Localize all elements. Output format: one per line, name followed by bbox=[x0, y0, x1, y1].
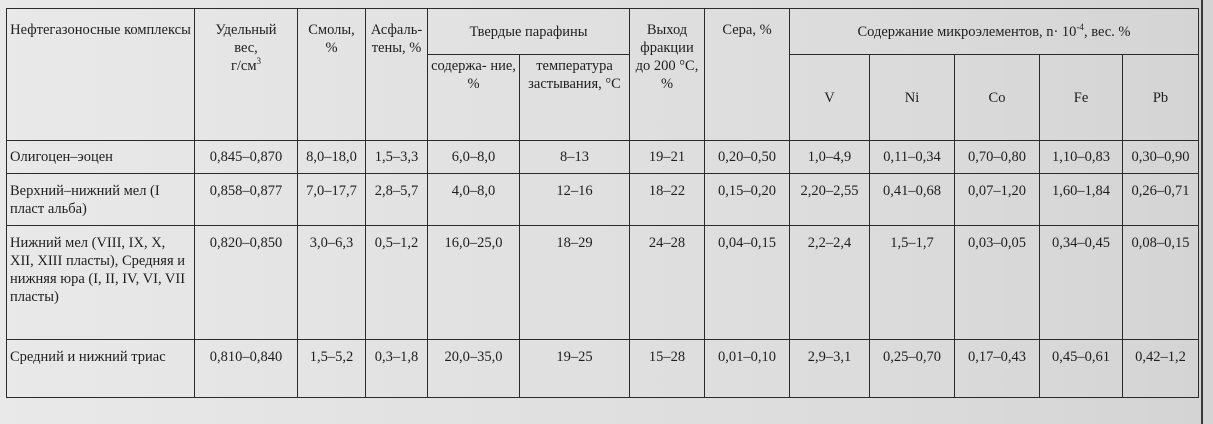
header-specific-weight bbox=[195, 9, 298, 141]
cell-resins: 3,0–6,3 bbox=[298, 226, 366, 340]
cell-fraction-yield: 19–21 bbox=[630, 141, 705, 174]
cell-v: 1,0–4,9 bbox=[790, 141, 870, 174]
cell-asphaltenes: 0,5–1,2 bbox=[366, 226, 428, 340]
cell-sulfur: 0,01–0,10 bbox=[705, 340, 790, 398]
cell-complex: Средний и нижний триас bbox=[7, 340, 195, 398]
cell-sulfur: 0,15–0,20 bbox=[705, 174, 790, 226]
cell-ni: 1,5–1,7 bbox=[870, 226, 955, 340]
cell-asphaltenes: 1,5–3,3 bbox=[366, 141, 428, 174]
header-element-pb: Pb bbox=[1123, 55, 1199, 141]
page-edge-line bbox=[1201, 0, 1203, 424]
cell-ni: 0,41–0,68 bbox=[870, 174, 955, 226]
header-element-co: Co bbox=[955, 55, 1040, 141]
cell-solidification-temp: 18–29 bbox=[520, 226, 630, 340]
cell-specific-weight: 0,858–0,877 bbox=[195, 174, 298, 226]
cell-v: 2,9–3,1 bbox=[790, 340, 870, 398]
header-fraction-yield: Выход фракции до 200 °С, % bbox=[630, 9, 705, 141]
header-element-ni: Ni bbox=[870, 55, 955, 141]
cell-co: 0,07–1,20 bbox=[955, 174, 1040, 226]
header-specific-weight-sup: 3 bbox=[256, 56, 262, 67]
header-sulfur: Сера, % bbox=[705, 9, 790, 141]
header-microelements bbox=[790, 9, 1199, 55]
cell-pb: 0,08–0,15 bbox=[1123, 226, 1199, 340]
oil-properties-table bbox=[6, 8, 1199, 398]
header-microelements-prefix: Содержание микроэлементов, n· 10 bbox=[857, 23, 1077, 40]
header-element-v: V bbox=[790, 55, 870, 141]
cell-complex: Олигоцен–эоцен bbox=[7, 141, 195, 174]
cell-fe: 0,45–0,61 bbox=[1040, 340, 1123, 398]
cell-fe: 0,34–0,45 bbox=[1040, 226, 1123, 340]
cell-paraffin-content: 4,0–8,0 bbox=[428, 174, 520, 226]
table-row bbox=[7, 340, 1199, 398]
cell-complex: Верхний–нижний мел (I пласт альба) bbox=[7, 174, 195, 226]
table-row bbox=[7, 174, 1199, 226]
cell-asphaltenes: 2,8–5,7 bbox=[366, 174, 428, 226]
header-resins: Смолы, % bbox=[298, 9, 366, 141]
cell-paraffin-content: 6,0–8,0 bbox=[428, 141, 520, 174]
header-solidification-temp: температура застывания, °С bbox=[520, 55, 630, 141]
cell-pb: 0,42–1,2 bbox=[1123, 340, 1199, 398]
header-microelements-suffix: , вес. % bbox=[1083, 23, 1131, 40]
cell-ni: 0,11–0,34 bbox=[870, 141, 955, 174]
cell-fraction-yield: 18–22 bbox=[630, 174, 705, 226]
header-solid-paraffins: Твердые парафины bbox=[428, 9, 630, 55]
cell-v: 2,20–2,55 bbox=[790, 174, 870, 226]
cell-solidification-temp: 12–16 bbox=[520, 174, 630, 226]
cell-fraction-yield: 15–28 bbox=[630, 340, 705, 398]
cell-solidification-temp: 8–13 bbox=[520, 141, 630, 174]
header-specific-weight-text: Удельный вес, г/см bbox=[215, 22, 277, 74]
cell-ni: 0,25–0,70 bbox=[870, 340, 955, 398]
cell-sulfur: 0,20–0,50 bbox=[705, 141, 790, 174]
cell-pb: 0,30–0,90 bbox=[1123, 141, 1199, 174]
header-paraffin-content: содержа- ние, % bbox=[428, 55, 520, 141]
cell-specific-weight: 0,845–0,870 bbox=[195, 141, 298, 174]
cell-fe: 1,60–1,84 bbox=[1040, 174, 1123, 226]
cell-co: 0,17–0,43 bbox=[955, 340, 1040, 398]
cell-fe: 1,10–0,83 bbox=[1040, 141, 1123, 174]
table-body bbox=[7, 141, 1199, 398]
cell-resins: 1,5–5,2 bbox=[298, 340, 366, 398]
cell-complex: Нижний мел (VIII, IX, X, XII, XIII пласты), Средняя и нижняя юра (I, II, IV, VI, VII пласты) bbox=[7, 226, 195, 340]
cell-co: 0,70–0,80 bbox=[955, 141, 1040, 174]
header-complexes: Нефтегазоносные комплексы bbox=[7, 9, 195, 141]
table-row bbox=[7, 226, 1199, 340]
cell-v: 2,2–2,4 bbox=[790, 226, 870, 340]
cell-specific-weight: 0,810–0,840 bbox=[195, 340, 298, 398]
cell-sulfur: 0,04–0,15 bbox=[705, 226, 790, 340]
cell-paraffin-content: 16,0–25,0 bbox=[428, 226, 520, 340]
cell-co: 0,03–0,05 bbox=[955, 226, 1040, 340]
cell-pb: 0,26–0,71 bbox=[1123, 174, 1199, 226]
header-asphaltenes: Асфаль- тены, % bbox=[366, 9, 428, 141]
cell-paraffin-content: 20,0–35,0 bbox=[428, 340, 520, 398]
header-microelements-sup: -4 bbox=[1076, 21, 1084, 32]
header-element-fe: Fe bbox=[1040, 55, 1123, 141]
cell-asphaltenes: 0,3–1,8 bbox=[366, 340, 428, 398]
table-row bbox=[7, 141, 1199, 174]
cell-fraction-yield: 24–28 bbox=[630, 226, 705, 340]
cell-resins: 7,0–17,7 bbox=[298, 174, 366, 226]
cell-resins: 8,0–18,0 bbox=[298, 141, 366, 174]
cell-specific-weight: 0,820–0,850 bbox=[195, 226, 298, 340]
cell-solidification-temp: 19–25 bbox=[520, 340, 630, 398]
